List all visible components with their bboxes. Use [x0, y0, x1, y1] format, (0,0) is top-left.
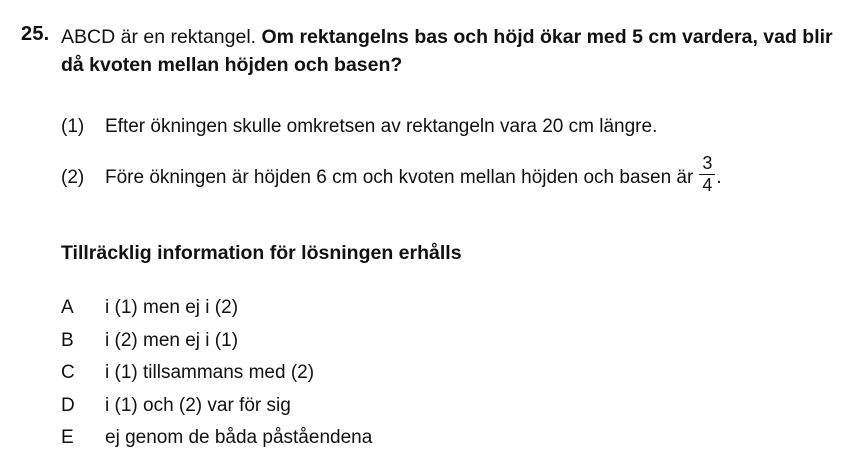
option-letter: E: [61, 427, 74, 448]
fraction-denominator: 4: [702, 175, 713, 195]
statement-1-text: Efter ökningen skulle omkretsen av rektangeln vara 20 cm längre.: [105, 116, 658, 137]
option-text: i (1) men ej i (2): [105, 297, 239, 318]
statement-1-label: (1): [61, 116, 85, 137]
question-prompt: Om rektangelns bas och höjd ökar med 5 cm vardera, vad blir då kvoten mellan höjden och basen?: [61, 26, 833, 76]
option-b[interactable]: [61, 328, 372, 361]
statement-2-label: (2): [61, 167, 85, 189]
question-number: 25.: [21, 23, 50, 45]
option-text: i (1) tillsammans med (2): [105, 362, 315, 383]
question-intro: ABCD är en rektangel.: [61, 26, 262, 48]
option-c[interactable]: [61, 360, 372, 393]
fraction-numerator: 3: [699, 154, 715, 175]
answer-options: [61, 295, 372, 458]
option-e[interactable]: [61, 425, 372, 458]
question-text: [61, 23, 841, 79]
fraction: [699, 154, 715, 194]
statement-2-end: .: [716, 167, 722, 189]
statement-1: [61, 115, 657, 139]
option-letter: C: [61, 362, 75, 383]
option-letter: B: [61, 329, 74, 351]
option-text: i (1) och (2) var för sig: [105, 394, 291, 416]
statement-2-text: Före ökningen är höjden 6 cm och kvoten mellan höjden och basen är: [105, 167, 694, 189]
option-d[interactable]: [61, 393, 372, 426]
sufficiency-heading: Tillräcklig information för lösningen erhålls: [61, 242, 462, 264]
option-a[interactable]: [61, 295, 372, 328]
option-text: i (2) men ej i (1): [105, 329, 239, 351]
option-letter: D: [61, 394, 75, 416]
statement-2: [61, 153, 722, 198]
option-text: ej genom de båda påståendena: [105, 427, 373, 448]
option-letter: A: [61, 297, 74, 318]
